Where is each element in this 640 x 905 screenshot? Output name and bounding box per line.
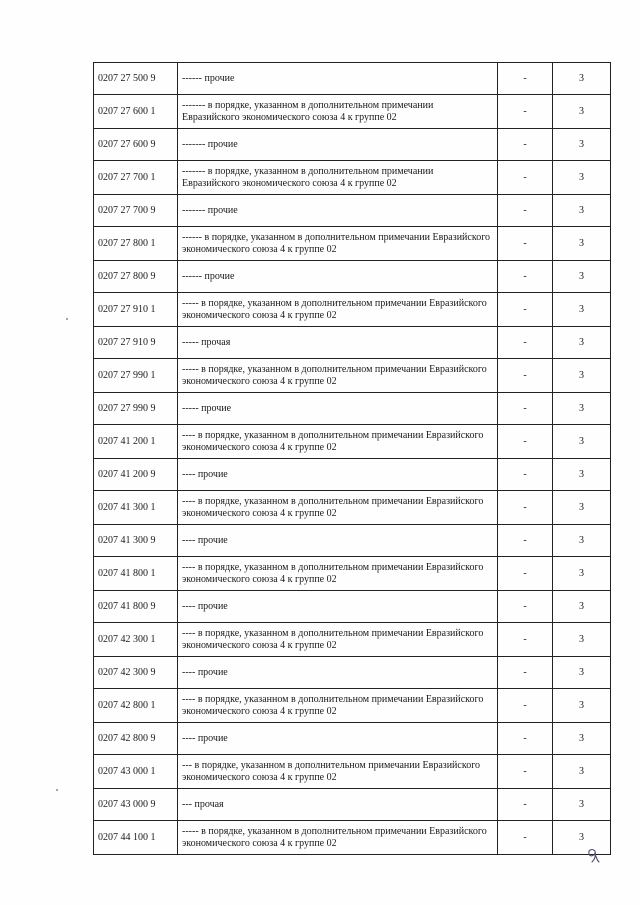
column-3-value: -	[498, 821, 553, 855]
column-4-value: 3	[553, 723, 611, 755]
item-description: ---- в порядке, указанном в дополнительном примечании Евразийского экономического союза 4 к группе 02	[178, 425, 498, 459]
column-3-value: -	[498, 689, 553, 723]
item-description: ------- прочие	[178, 129, 498, 161]
column-3-value: -	[498, 789, 553, 821]
column-3-value: -	[498, 657, 553, 689]
column-4-value: 3	[553, 195, 611, 227]
item-description: ---- прочие	[178, 591, 498, 623]
column-4-value: 3	[553, 789, 611, 821]
column-3-value: -	[498, 393, 553, 425]
table-row	[94, 425, 611, 459]
column-4-value: 3	[553, 425, 611, 459]
column-4-value: 3	[553, 359, 611, 393]
item-description: ---- в порядке, указанном в дополнительном примечании Евразийского экономического союза 4 к группе 02	[178, 689, 498, 723]
column-3-value: -	[498, 359, 553, 393]
table-row	[94, 789, 611, 821]
tnved-code: 0207 27 700 1	[94, 161, 178, 195]
table-row	[94, 227, 611, 261]
column-3-value: -	[498, 293, 553, 327]
tnved-code: 0207 41 800 1	[94, 557, 178, 591]
item-description: ------- прочие	[178, 195, 498, 227]
column-4-value: 3	[553, 657, 611, 689]
column-3-value: -	[498, 491, 553, 525]
tnved-code: 0207 27 500 9	[94, 63, 178, 95]
item-description: ----- прочие	[178, 393, 498, 425]
tnved-code: 0207 43 000 1	[94, 755, 178, 789]
table-row	[94, 327, 611, 359]
column-3-value: -	[498, 459, 553, 491]
column-4-value: 3	[553, 129, 611, 161]
tnved-code: 0207 27 910 9	[94, 327, 178, 359]
tnved-code: 0207 27 910 1	[94, 293, 178, 327]
table-row	[94, 623, 611, 657]
tnved-code: 0207 41 300 9	[94, 525, 178, 557]
column-3-value: -	[498, 261, 553, 293]
scan-speck	[66, 318, 68, 320]
tnved-code: 0207 27 600 1	[94, 95, 178, 129]
item-description: ---- в порядке, указанном в дополнительном примечании Евразийского экономического союза 4 к группе 02	[178, 491, 498, 525]
item-description: ------ в порядке, указанном в дополнительном примечании Евразийского экономического союза 4 к группе 02	[178, 227, 498, 261]
table-row	[94, 821, 611, 855]
item-description: ----- в порядке, указанном в дополнительном примечании Евразийского экономического союза 4 к группе 02	[178, 821, 498, 855]
column-4-value: 3	[553, 293, 611, 327]
table-row	[94, 755, 611, 789]
column-3-value: -	[498, 591, 553, 623]
column-4-value: 3	[553, 755, 611, 789]
column-4-value: 3	[553, 161, 611, 195]
item-description: ------ прочие	[178, 261, 498, 293]
item-description: ----- в порядке, указанном в дополнительном примечании Евразийского экономического союза 4 к группе 02	[178, 293, 498, 327]
column-3-value: -	[498, 161, 553, 195]
tnved-code: 0207 27 600 9	[94, 129, 178, 161]
item-description: ----- прочая	[178, 327, 498, 359]
handwritten-page-mark	[586, 846, 600, 864]
item-description: ---- прочие	[178, 525, 498, 557]
column-4-value: 3	[553, 821, 611, 855]
tnved-code: 0207 42 300 9	[94, 657, 178, 689]
table-row	[94, 161, 611, 195]
tnved-code: 0207 41 200 1	[94, 425, 178, 459]
column-4-value: 3	[553, 557, 611, 591]
tnved-code: 0207 27 800 1	[94, 227, 178, 261]
table-row	[94, 261, 611, 293]
table-row	[94, 129, 611, 161]
table-row	[94, 63, 611, 95]
item-description: --- в порядке, указанном в дополнительном примечании Евразийского экономического союза 4 к группе 02	[178, 755, 498, 789]
tnved-code: 0207 27 990 9	[94, 393, 178, 425]
tariff-table	[93, 62, 611, 855]
item-description: --- прочая	[178, 789, 498, 821]
table-row	[94, 557, 611, 591]
column-4-value: 3	[553, 459, 611, 491]
column-4-value: 3	[553, 525, 611, 557]
tnved-code: 0207 27 700 9	[94, 195, 178, 227]
column-4-value: 3	[553, 261, 611, 293]
column-3-value: -	[498, 227, 553, 261]
column-3-value: -	[498, 129, 553, 161]
table-row	[94, 491, 611, 525]
column-3-value: -	[498, 327, 553, 359]
column-4-value: 3	[553, 393, 611, 425]
column-3-value: -	[498, 195, 553, 227]
tariff-table-body	[94, 63, 611, 855]
tnved-code: 0207 27 800 9	[94, 261, 178, 293]
column-3-value: -	[498, 95, 553, 129]
column-3-value: -	[498, 723, 553, 755]
table-row	[94, 195, 611, 227]
table-row	[94, 359, 611, 393]
table-row	[94, 293, 611, 327]
tnved-code: 0207 44 100 1	[94, 821, 178, 855]
tnved-code: 0207 41 300 1	[94, 491, 178, 525]
table-row	[94, 393, 611, 425]
tnved-code: 0207 42 800 9	[94, 723, 178, 755]
column-3-value: -	[498, 425, 553, 459]
tnved-code: 0207 41 800 9	[94, 591, 178, 623]
item-description: ------- в порядке, указанном в дополнительном примечании Евразийского экономического союза 4 к группе 02	[178, 161, 498, 195]
item-description: ----- в порядке, указанном в дополнительном примечании Евразийского экономического союза 4 к группе 02	[178, 359, 498, 393]
table-row	[94, 689, 611, 723]
item-description: ---- прочие	[178, 723, 498, 755]
item-description: ---- прочие	[178, 657, 498, 689]
tnved-code: 0207 42 300 1	[94, 623, 178, 657]
tnved-code: 0207 27 990 1	[94, 359, 178, 393]
scan-speck	[56, 789, 58, 791]
table-row	[94, 95, 611, 129]
column-3-value: -	[498, 557, 553, 591]
item-description: ------ прочие	[178, 63, 498, 95]
column-4-value: 3	[553, 491, 611, 525]
column-3-value: -	[498, 755, 553, 789]
table-row	[94, 657, 611, 689]
tnved-code: 0207 43 000 9	[94, 789, 178, 821]
item-description: ---- в порядке, указанном в дополнительном примечании Евразийского экономического союза 4 к группе 02	[178, 557, 498, 591]
item-description: ------- в порядке, указанном в дополнительном примечании Евразийского экономического союза 4 к группе 02	[178, 95, 498, 129]
table-row	[94, 459, 611, 491]
table-row	[94, 525, 611, 557]
column-3-value: -	[498, 63, 553, 95]
column-4-value: 3	[553, 623, 611, 657]
column-4-value: 3	[553, 227, 611, 261]
column-4-value: 3	[553, 591, 611, 623]
table-row	[94, 723, 611, 755]
column-4-value: 3	[553, 63, 611, 95]
column-4-value: 3	[553, 327, 611, 359]
tnved-code: 0207 42 800 1	[94, 689, 178, 723]
column-4-value: 3	[553, 95, 611, 129]
column-4-value: 3	[553, 689, 611, 723]
item-description: ---- прочие	[178, 459, 498, 491]
table-row	[94, 591, 611, 623]
item-description: ---- в порядке, указанном в дополнительном примечании Евразийского экономического союза 4 к группе 02	[178, 623, 498, 657]
column-3-value: -	[498, 525, 553, 557]
column-3-value: -	[498, 623, 553, 657]
tnved-code: 0207 41 200 9	[94, 459, 178, 491]
